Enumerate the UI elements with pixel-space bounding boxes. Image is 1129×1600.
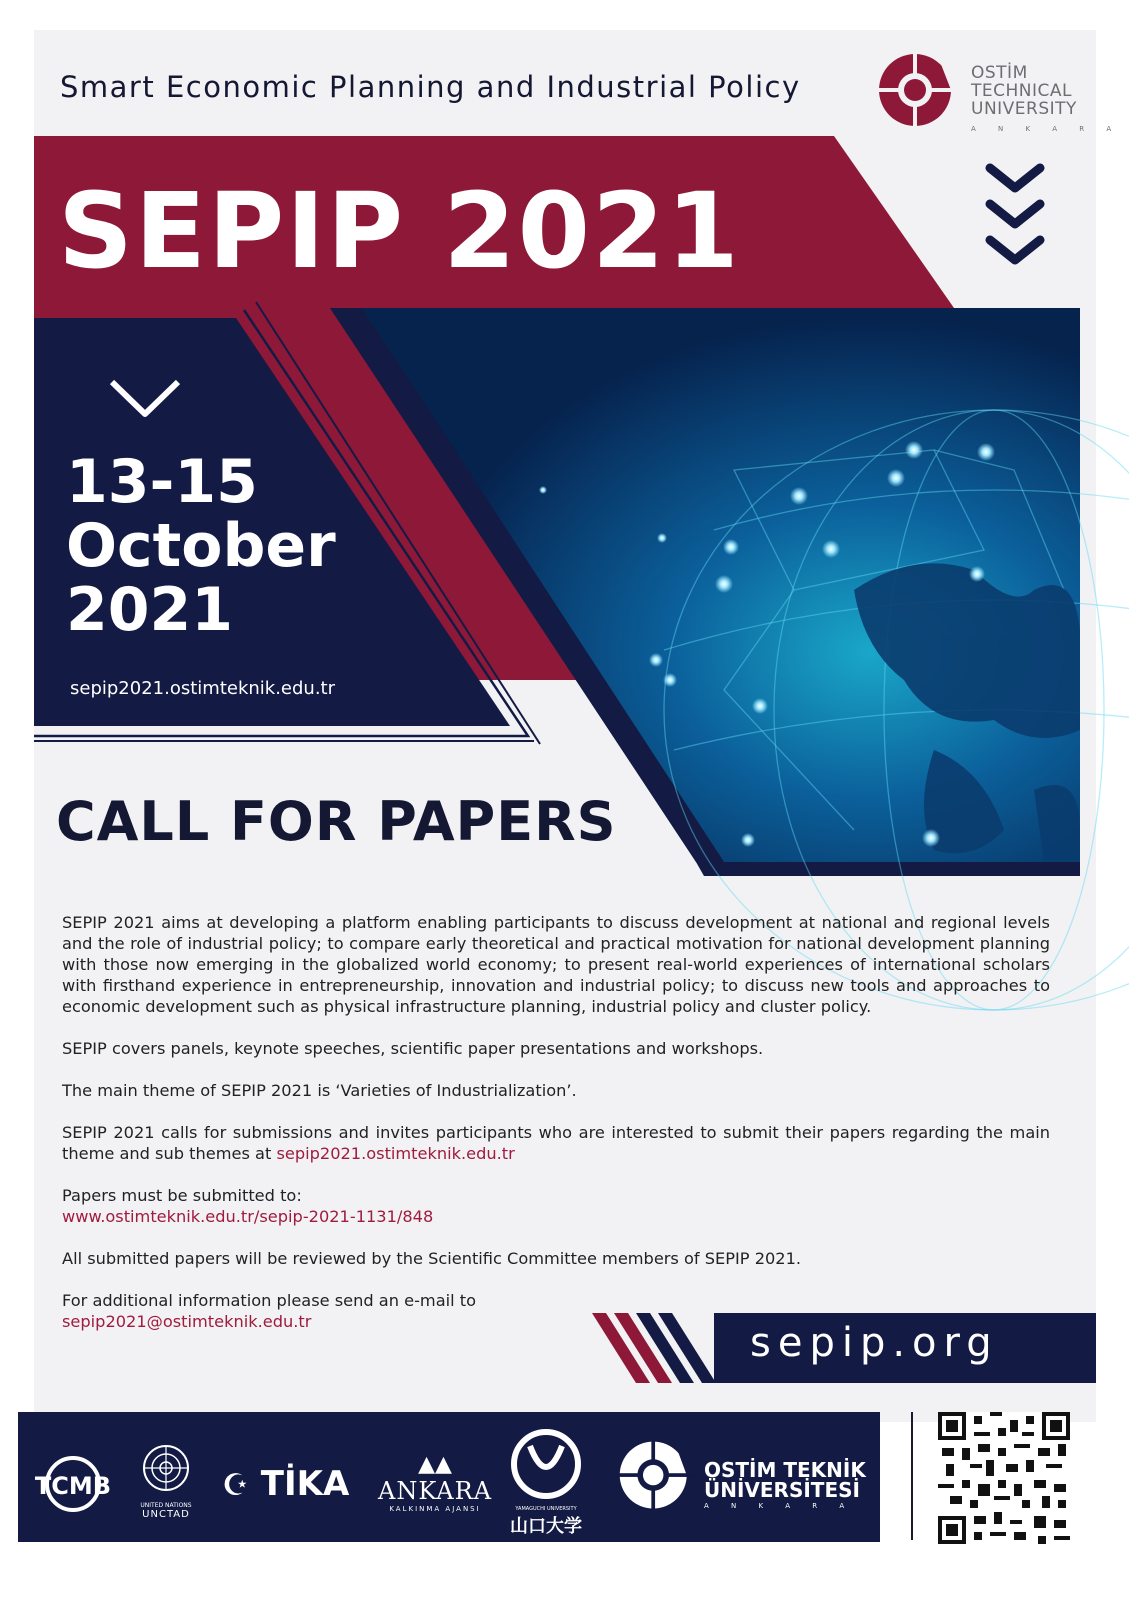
poster-sheet — [34, 30, 1122, 1422]
university-name — [971, 64, 1121, 138]
sepip-org-link[interactable]: sepip.org — [750, 1320, 999, 1366]
ostim-emblem-icon — [877, 50, 963, 136]
paragraph-submit-to — [62, 1185, 1050, 1227]
yamaguchi-logo[interactable] — [508, 1428, 584, 1538]
ostim-teknik-line1: OSTİM TEKNİK — [704, 1458, 866, 1482]
ankara-kalkinma-logo[interactable] — [378, 1452, 492, 1513]
unctad-label: UNCTAD — [142, 1509, 190, 1520]
chevrons-down-icon — [980, 158, 1050, 278]
tcmb-text: TCMB — [34, 1472, 112, 1500]
partner-logos-bar — [18, 1412, 880, 1542]
tika-logo[interactable] — [222, 1464, 349, 1504]
ostim-teknik-logo[interactable] — [616, 1436, 866, 1520]
decorative-stripes — [592, 1313, 732, 1383]
ankara-sub-label: KALKINMA AJANSI — [389, 1505, 481, 1513]
yamaguchi-emblem-icon — [508, 1428, 584, 1502]
submit-to-text: Papers must be submitted to: — [62, 1186, 302, 1205]
submissions-link[interactable]: sepip2021.ostimteknik.edu.tr — [276, 1144, 515, 1163]
event-dates-days: 13-15 — [66, 447, 258, 517]
tcmb-logo[interactable] — [34, 1448, 112, 1514]
paragraph-coverage: SEPIP covers panels, keynote speeches, scientific paper presentations and workshops. — [62, 1039, 764, 1058]
ankara-label: ANKARA — [378, 1477, 493, 1505]
event-dates-year: 2021 — [66, 575, 233, 645]
chevron-down-icon — [106, 376, 184, 422]
un-globe-icon — [136, 1442, 196, 1498]
description-body — [62, 912, 1050, 1353]
yamaguchi-kanji: 山口大学 — [510, 1516, 582, 1537]
qr-code-icon[interactable] — [938, 1412, 1070, 1544]
contact-email-link[interactable]: sepip2021@ostimteknik.edu.tr — [62, 1312, 312, 1331]
university-name-line3: UNIVERSITY — [971, 99, 1077, 119]
paragraph-theme: The main theme of SEPIP 2021 is ‘Varieties of Industrialization’. — [62, 1081, 577, 1100]
event-dates-month: October — [66, 511, 336, 581]
paragraph-review: All submitted papers will be reviewed by the Scientific Committee members of SEPIP 2021. — [62, 1249, 802, 1268]
contact-text: For additional information please send an e-mail to — [62, 1291, 477, 1310]
ostim-teknik-city: A N K A R A — [704, 1502, 855, 1510]
un-label: UNITED NATIONS — [140, 1502, 192, 1509]
event-dates — [66, 447, 336, 645]
ankara-mark-icon: ▲▲ — [418, 1452, 452, 1477]
ostim-teknik-emblem-icon — [616, 1436, 696, 1516]
submit-to-link[interactable]: www.ostimteknik.edu.tr/sepip-2021-1131/848 — [62, 1207, 434, 1226]
ostim-teknik-name — [704, 1460, 866, 1512]
university-city: A N K A R A — [971, 125, 1122, 133]
university-name-line2: TECHNICAL — [971, 81, 1072, 101]
unctad-logo[interactable] — [136, 1442, 196, 1522]
paragraph-submissions — [62, 1122, 1050, 1164]
ostim-teknik-line2: ÜNİVERSİTESİ — [704, 1478, 860, 1502]
divider — [911, 1412, 913, 1540]
submissions-text: SEPIP 2021 calls for submissions and invites participants who are interested to submit their papers regarding the main theme and sub themes at — [62, 1123, 1050, 1163]
yamaguchi-label: YAMAGUCHI UNIVERSITY — [515, 1506, 577, 1512]
university-name-line1: OSTİM — [971, 63, 1028, 83]
call-for-papers-heading: CALL FOR PAPERS — [56, 790, 617, 853]
university-logo[interactable] — [877, 50, 1122, 140]
tcmb-emblem-icon — [34, 1448, 112, 1514]
paragraph-aims: SEPIP 2021 aims at developing a platform enabling participants to discuss development at national and regional levels and the role of industrial policy; to compare early theoretical and practical motivation for national development planning with those now emerging in the globalized world economy; to present real-world experiences of international scholars with firsthand experience in entrepreneurship, innovation and industrial policy; to discuss new tools and approaches to economic development such as physical infrastructure planning, industrial policy and cluster policy. — [62, 913, 1050, 1016]
conference-subtitle: Smart Economic Planning and Industrial Policy — [60, 70, 801, 104]
tika-label: TİKA — [260, 1464, 350, 1504]
event-title: SEPIP 2021 — [58, 170, 741, 292]
crescent-star-icon: ☪ — [222, 1468, 249, 1503]
event-website[interactable]: sepip2021.ostimteknik.edu.tr — [70, 678, 336, 699]
